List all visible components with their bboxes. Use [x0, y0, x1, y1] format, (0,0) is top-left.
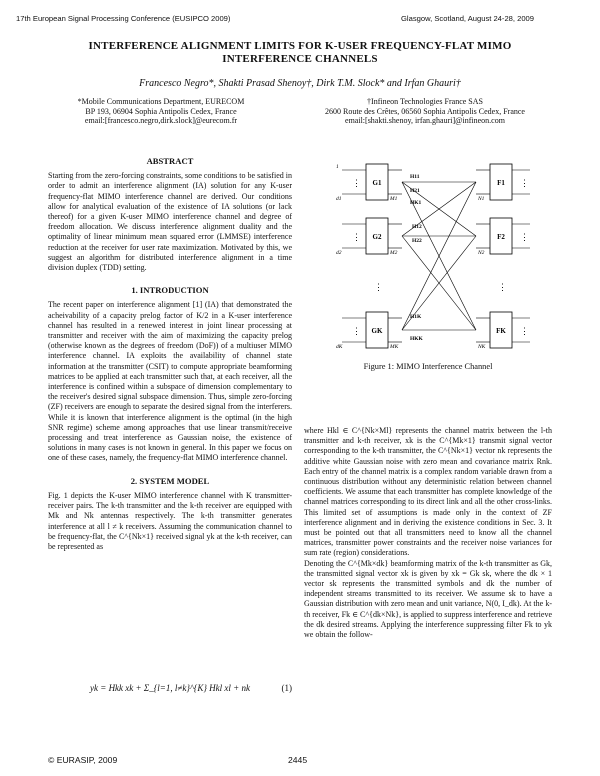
- equation-body: yk = Hkk xk + Σ_{l=1, l≠k}^{K} Hkl xl + nk: [90, 683, 250, 693]
- rx-antenna-label: N1: [478, 196, 485, 202]
- title-line-1: INTERFERENCE ALIGNMENT LIMITS FOR K-USER FREQUENCY-FLAT MIMO: [88, 40, 512, 52]
- svg-text:⋮: ⋮: [520, 326, 529, 336]
- tx-label: G1: [372, 179, 382, 187]
- tx-label: G2: [372, 233, 382, 241]
- right-paragraph-2: Denoting the C^{Mk×dk} beamforming matrix of the k-th transmitter as Gk, the transmitted signal vector xk is given by xk = Gk sk, where the dk × 1 vector sk represents the transmitted symbols and dk the number of independent streams transmitted to its receiver. We assume sk to have a Gaussian distribution with zero mean and unit variance, N(0, I_dk). At the k-th receiver, Fk ∈ C^{dk×Nk}, is applied to suppress interference and retrieve the dk desired streams. Applying the interference suppressing filter Fk to yk we obtain the follow-: [304, 558, 552, 640]
- left-column: [48, 156, 292, 552]
- introduction-text: The recent paper on interference alignment [1] (IA) that demonstrated the acheivability of a capacity prelog factor of K/2 in a K-user interference channel has resulted in a renewed interest in joint linear processing at transmitter and receiver with the aim of maximizing the capacity prelog (otherwise known as the degrees of freedom (DoF)) of a multiuser MIMO interference channel. IA exploits the availability of channel state information at the transmitter (CSIT) to compute appropriate beamforming matrices to be applied at each transmitter such that, at each receiver, all the interference is confined within a subspace of dimension complementary to the receiver's desired signal subspace dimension. Thus, simple zero-forcing (ZF) receivers are enough to separate the desired signal from the interferers. While it is known that interference alignment is the optimal (in the high SNR regime) scheme among approaches that use linear transmit/receive processing and treat interference as Gaussian noise, the existence of solutions in many cases is not known in general. In this paper we focus on one of these cases, namely, the frequency-flat MIMO interference channel.: [48, 300, 292, 463]
- right-paragraph-1: where Hkl ∈ C^{Nk×Ml} represents the channel matrix between the l-th transmitter and k-th receiver, xk is the C^{Mk×1} transmit signal vector corresponding to the k-th transmitter, the C^{Nk×1} vector nk represents the additive white Gaussian noise with zero mean and covariance matrix Rnk. Each entry of the channel matrix is a complex random variable drawn from a continuous distribution without any deterministic relation between channel coefficients. We assume that each transmitter has complete knowledge of the channel matrices corresponding to its direct link and all the other cross-links. This limited set of assumptions is made only in the context of ZF interference alignment and in deriving the existence conditions in Sec. 3. It must be pointed out that all transmitters need to know all the channel matrices, transmitter power constraints and the receiver noise variances for sum rate (region) considerations.: [304, 426, 552, 558]
- svg-text:⋮: ⋮: [374, 282, 383, 292]
- affiliation-line: *Mobile Communications Department, EURECOM: [77, 97, 245, 106]
- svg-text:⋮: ⋮: [352, 232, 361, 242]
- abstract-text: Starting from the zero-forcing constraints, some conditions to be satisfied in order to admit an interference alignment (IA) solution for any K-user frequency-flat MIMO interference channel are derived. Our conditions allow for analytical evaluation of the existence of IA solutions (or lack thereof) for a given K-user MIMO interference channel and degree of freedom allocation. We discuss interference alignment duality and the optimality of linear minimum mean squared error (LMMSE) interference reduction at the receiver for user rate maximization. Motivated by this, we suggest an algorithm for distributed interference alignment in a time division duplex (TDD) setting.: [48, 171, 292, 273]
- transmitter-group: [366, 164, 388, 348]
- figure-caption: Figure 1: MIMO Interference Channel: [363, 362, 493, 371]
- affiliation-line: BP 193, 06904 Sophia Antipolis Cedex, France: [85, 106, 237, 116]
- mimo-interference-channel-figure: [330, 150, 540, 360]
- svg-text:⋮: ⋮: [520, 178, 529, 188]
- equation-number: (1): [281, 683, 292, 693]
- rx-label: F2: [497, 233, 505, 241]
- rx-antenna-label: N2: [478, 250, 485, 256]
- tx-antenna-label: M2: [390, 250, 398, 256]
- stream-label: dK: [336, 344, 343, 350]
- channel-labels: [410, 174, 424, 342]
- tx-antenna-label: M1: [390, 196, 398, 202]
- right-column: [304, 426, 552, 640]
- channel-label: H11: [410, 174, 420, 180]
- affiliation-eurecom: [36, 97, 286, 126]
- affiliation-email: email:[shakti.shenoy, irfan.ghauri]@infineon.com: [345, 116, 505, 126]
- svg-text:⋮: ⋮: [520, 232, 529, 242]
- affiliation-email: email:[francesco.negro,dirk.slock]@eurecom.fr: [84, 116, 238, 126]
- rx-label: F1: [497, 179, 505, 187]
- stream-label: d1: [336, 196, 342, 202]
- tx-antenna-label: MK: [390, 344, 399, 350]
- title-line-2: INTERFERENCE CHANNELS: [222, 53, 378, 65]
- author-list: Francesco Negro*, Shakti Prasad Shenoy†, Dirk T.M. Slock* and Irfan Ghauri†: [139, 78, 461, 89]
- copyright-footer: © EURASIP, 2009: [48, 755, 118, 765]
- introduction-heading: 1. INTRODUCTION: [131, 285, 209, 296]
- channel-label: H12: [412, 224, 422, 230]
- channel-label: HK1: [410, 200, 422, 206]
- rx-antenna-label: NK: [478, 344, 486, 350]
- svg-text:⋮: ⋮: [498, 282, 507, 292]
- paper-title: [40, 40, 560, 66]
- channel-label: HKK: [410, 336, 423, 342]
- system-model-heading: 2. SYSTEM MODEL: [130, 475, 210, 486]
- stream-index: 1: [336, 164, 339, 170]
- affiliation-infineon: [300, 97, 550, 126]
- abstract-heading: ABSTRACT: [146, 156, 194, 166]
- tx-label: GK: [371, 327, 383, 335]
- affiliation-line: 2600 Route des Crêtes, 06560 Sophia Antipolis Cedex, France: [325, 106, 525, 116]
- system-model-text: Fig. 1 depicts the K-user MIMO interference channel with K transmitter-receiver pairs. The k-th transmitter and the k-th receiver are equipped with Mk and Nk antennas respectively. The k-th transmitter generates interference at all l ≠ k receivers. Assuming the communication channel to be frequency-flat, the C^{Nk×1} received signal yk at the k-th receiver, can be represented as: [48, 490, 292, 551]
- svg-text:⋮: ⋮: [352, 178, 361, 188]
- rx-label: FK: [496, 327, 506, 335]
- channel-label: H22: [412, 238, 422, 244]
- stream-label: d2: [336, 250, 342, 256]
- channel-label: H1K: [410, 314, 422, 320]
- channel-label: H21: [410, 188, 420, 194]
- running-header-conference: 17th European Signal Processing Conference (EUSIPCO 2009): [16, 14, 231, 23]
- affiliation-line: †Infineon Technologies France SAS: [367, 97, 483, 106]
- page-number: 2445: [288, 755, 308, 765]
- receiver-group: [490, 164, 512, 348]
- svg-text:⋮: ⋮: [352, 326, 361, 336]
- running-header-location: Glasgow, Scotland, August 24-28, 2009: [401, 14, 534, 23]
- equation-1: [48, 683, 292, 693]
